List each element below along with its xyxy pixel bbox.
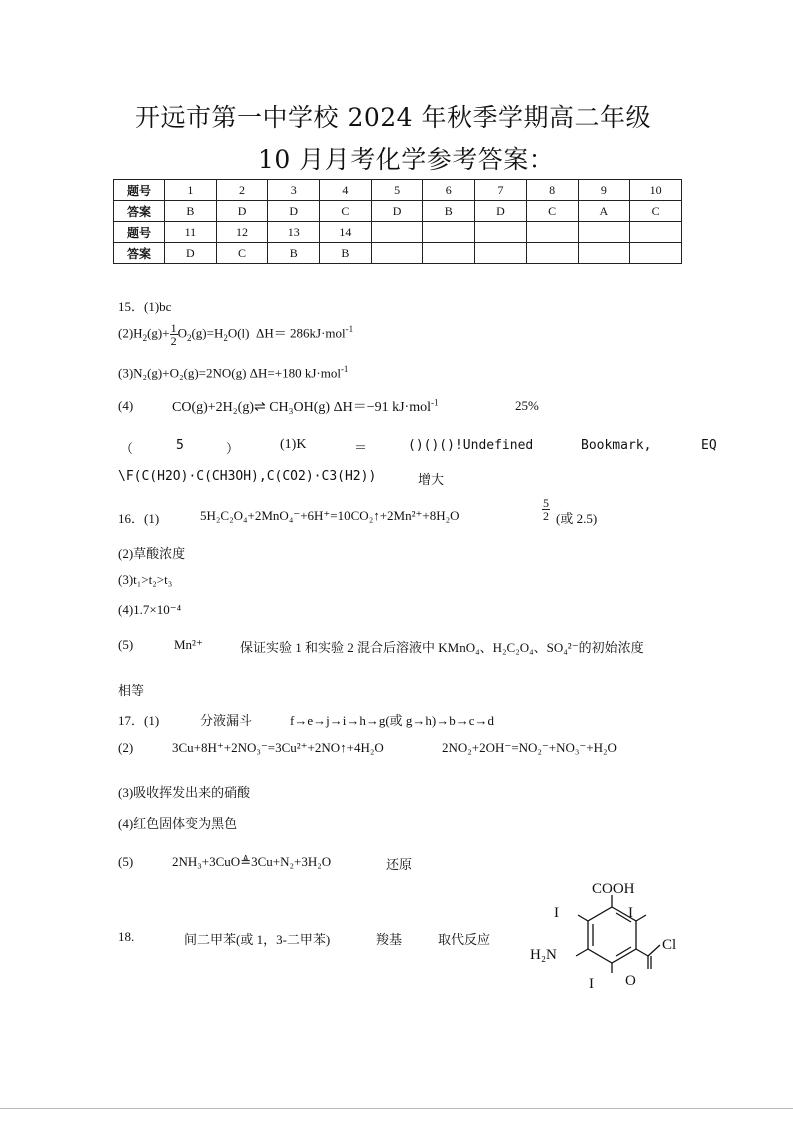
q15-part4-equation: CO(g)+2H₂(g)⇌ CH₃OH(g) ΔH＝−91 kJ·mol$^{-1}$: [172, 397, 439, 415]
table-cell: B: [320, 243, 372, 264]
table-cell: 9: [578, 180, 630, 201]
table-cell: [423, 243, 475, 264]
q15-part5-k: (1)K: [280, 437, 307, 452]
table-cell: [526, 243, 578, 264]
table-cell: B: [423, 201, 475, 222]
table-cell: 13: [268, 222, 320, 243]
q17-part1-label: 17．(1): [118, 713, 160, 728]
table-row: [114, 243, 682, 264]
q16-part5-label: (5): [118, 637, 134, 652]
q15-part5-number: 5: [176, 438, 184, 453]
table-cell: 1: [165, 180, 217, 201]
q15-part3: (3)N₂(g)+O₂(g)=2NO(g) ΔH=+180 kJ·mol$^{-1}$: [118, 364, 349, 381]
page-bottom-divider: [0, 1108, 793, 1109]
table-cell: 11: [165, 222, 217, 243]
q16-part1-alt: (或 2.5): [556, 511, 598, 526]
q15-part2-dh: ΔH＝ 286kJ·mol: [256, 325, 346, 341]
table-cell: [475, 243, 527, 264]
table-cell: 7: [475, 180, 527, 201]
q15-part5-open: （: [120, 442, 134, 457]
q18-struct-iodine-left: I: [554, 905, 559, 921]
q18-answer-b: 羧基: [376, 932, 403, 947]
header-label: 题号: [114, 222, 165, 243]
q18-struct-cooh: COOH: [592, 881, 635, 897]
table-cell: 12: [216, 222, 268, 243]
table-cell: D: [216, 201, 268, 222]
q15-half-fraction: $\frac{1}{2}$: [170, 321, 177, 348]
table-cell: C: [526, 201, 578, 222]
q16-part1-fraction: $\frac{5}{2}$: [543, 496, 549, 523]
q17-part2-equation2: 2NO₂+2OH⁻=NO₂⁻+NO₃⁻+H₂O: [442, 740, 617, 755]
table-cell: C: [630, 201, 682, 222]
table-cell: D: [475, 201, 527, 222]
q16-part5-ion: Mn²⁺: [174, 637, 203, 652]
q17-part5-label: (5): [118, 854, 134, 869]
table-cell: C: [216, 243, 268, 264]
q16-part5-text: 保证实验 1 和实验 2 混合后溶液中 KMnO₄、H₂C₂O₄、SO₄²⁻的初始浓度: [240, 640, 644, 655]
table-cell: C: [320, 201, 372, 222]
q16-part1-equation: 5H₂C₂O₄+2MnO₄⁻+6H⁺=10CO₂↑+2Mn²⁺+8H₂O: [200, 508, 460, 523]
q15-part4-percent: 25%: [515, 398, 539, 413]
table-cell: D: [165, 243, 217, 264]
q18-answer-c: 取代反应: [438, 932, 491, 947]
table-cell: [526, 222, 578, 243]
q15-part5-eq-field: EQ: [701, 438, 717, 453]
table-cell: [423, 222, 475, 243]
table-cell: 10: [630, 180, 682, 201]
page-title-line2: 10 月月考化学参考答案：: [258, 145, 555, 174]
q15-part5-error-text: ()()()!Undefined: [408, 438, 534, 453]
table-cell: [475, 222, 527, 243]
table-row: [114, 222, 682, 243]
q15-part2: $(2)H_2(g)+$ $\frac{1}{2}$ $O_2(g)=H_2O(l)$ ΔH＝ 286kJ·mol$^{-1}$: [118, 321, 354, 348]
table-cell: [630, 222, 682, 243]
table-cell: A: [578, 201, 630, 222]
q15-part5-equals: ＝: [354, 441, 368, 456]
table-cell: 4: [320, 180, 372, 201]
q15-part5-answer: 增大: [418, 472, 445, 487]
q15-part5-close: ）: [226, 442, 240, 457]
answer-label: 答案: [114, 201, 165, 222]
table-cell: [578, 222, 630, 243]
q16-part1-label: 16．(1): [118, 511, 160, 526]
q15-part5-formula-code: \F(C(H2O)·C(CH3OH),C(CO2)·C3(H2)): [118, 469, 377, 484]
table-cell: 6: [423, 180, 475, 201]
table-row: [114, 201, 682, 222]
table-cell: [630, 243, 682, 264]
q17-part2-equation1: 3Cu+8H⁺+2NO₃⁻=3Cu²⁺+2NO↑+4H₂O: [172, 740, 384, 755]
q18-struct-oxygen: O: [625, 973, 636, 989]
q16-part3: (3)t₁>t₂>t₃: [118, 572, 173, 587]
q18-label: 18.: [118, 929, 135, 944]
q16-part4: (4)1.7×10⁻⁴: [118, 602, 182, 617]
q15-part2-label: (2): [118, 325, 134, 341]
q18-answer-a: 间二甲苯(或 1，3-二甲苯): [184, 932, 331, 947]
page-title-line1: 开远市第一中学校 2024 年秋季学期高二年级: [135, 103, 652, 132]
q15-part5-bookmark: Bookmark,: [581, 438, 652, 453]
table-cell: 5: [371, 180, 423, 201]
table-cell: B: [165, 201, 217, 222]
q17-part5-equation: 2NH₃+3CuO≜3Cu+N₂+3H₂O: [172, 854, 332, 869]
table-cell: D: [268, 201, 320, 222]
table-cell: 3: [268, 180, 320, 201]
q17-part4: (4)红色固体变为黑色: [118, 816, 238, 831]
q17-part5-answer: 还原: [386, 857, 413, 872]
q17-part2-label: (2): [118, 740, 134, 755]
q18-structure-diagram: [520, 875, 700, 995]
q17-part1-answer-b: f→e→j→i→h→g(或 g→h)→b→c→d: [290, 713, 495, 728]
table-cell: [371, 243, 423, 264]
q18-struct-iodine-right: I: [628, 905, 633, 921]
table-cell: 2: [216, 180, 268, 201]
table-cell: 8: [526, 180, 578, 201]
q17-part3: (3)吸收挥发出来的硝酸: [118, 785, 251, 800]
table-cell: [578, 243, 630, 264]
header-label: 题号: [114, 180, 165, 201]
table-cell: D: [371, 201, 423, 222]
q18-struct-chlorine: Cl: [662, 937, 677, 953]
table-cell: [371, 222, 423, 243]
q17-part1-answer-a: 分液漏斗: [200, 713, 253, 728]
q16-part2: (2)草酸浓度: [118, 546, 186, 561]
answer-table: [113, 179, 682, 264]
answer-label: 答案: [114, 243, 165, 264]
table-cell: B: [268, 243, 320, 264]
table-row: [114, 180, 682, 201]
q18-struct-iodine-bottom: I: [589, 976, 594, 992]
table-cell: 14: [320, 222, 372, 243]
q15-part1: 15．(1)bc: [118, 299, 172, 314]
q18-struct-amine: H₂N: [530, 947, 557, 963]
q15-part4-label: (4): [118, 398, 134, 413]
q16-part5-continued: 相等: [118, 683, 145, 698]
